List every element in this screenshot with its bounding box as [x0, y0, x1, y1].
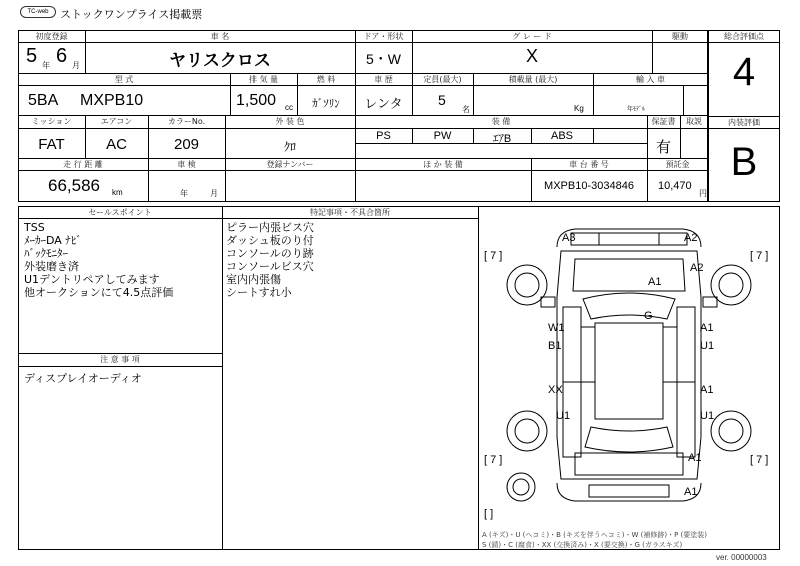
door-shape: 5・W: [366, 51, 401, 67]
price: 10,470: [658, 180, 692, 192]
car-name: ヤリスクロス: [169, 51, 271, 71]
aircon-label: エアコン: [100, 117, 133, 126]
other-equip-label: ほ か 装 備: [423, 160, 463, 169]
first-reg-label: 初度登録: [35, 32, 68, 41]
color-no-label: カラーNo.: [167, 117, 206, 126]
version-label: ver. 00000003: [716, 553, 767, 562]
diagram-legend-line1: A (キズ)・U (ヘコミ)・B (キズを伴うヘコミ)・W (補修跡)・P (要塗装): [482, 531, 708, 539]
warranty: 有: [655, 139, 671, 156]
exterior-color-label: 外 装 色: [275, 117, 305, 126]
bracket-front-right: [ 7 ]: [750, 250, 769, 262]
bracket-spare: [ ]: [484, 508, 494, 520]
door-shape-label: ドア・形状: [363, 32, 404, 41]
list-item: コンソールのり跡: [226, 247, 314, 260]
price-unit: 円: [699, 189, 707, 198]
damage-a1-bottom: A1: [688, 452, 702, 464]
first-reg-month: 6: [56, 45, 68, 67]
equipment-pw: PW: [433, 130, 452, 142]
overall-score-label: 総合評価点: [724, 32, 764, 41]
inspection-month-unit: 月: [210, 189, 218, 198]
damage-b1: B1: [548, 340, 562, 352]
capacity: 5: [438, 92, 446, 108]
list-item: ﾊﾞｯｸﾓﾆﾀｰ: [24, 247, 68, 260]
displacement: 1,500: [236, 92, 277, 109]
damage-a1-rear: A1: [684, 486, 698, 498]
damage-xx: XX: [548, 384, 563, 396]
month-unit: 月: [72, 61, 80, 70]
fuel: ｶﾞｿﾘﾝ: [312, 98, 340, 110]
exterior-color: ｸﾛ: [283, 140, 296, 154]
list-item: TSS: [24, 221, 45, 234]
notes-heading: 特記事項・不具合箇所: [310, 208, 390, 217]
capacity-label: 定員(最大): [423, 75, 462, 84]
interior-score-label: 内装評価: [728, 118, 760, 127]
damage-a2-top: A2: [684, 232, 698, 244]
load-label: 積載量 (最大): [508, 75, 558, 84]
list-item: 他オークションにて4.5点評価: [24, 286, 174, 299]
chassis-no: MXPB10-3034846: [544, 180, 634, 192]
damage-a1-hood: A1: [648, 276, 662, 288]
document-title: ストックワンプライス掲載票: [60, 8, 203, 21]
mission: FAT: [38, 136, 65, 153]
fuel-label: 燃 料: [316, 75, 336, 84]
color-no: 209: [173, 136, 200, 153]
list-item: シートすれ小: [226, 286, 292, 299]
import-note: 年ﾓﾃﾞﾙ: [627, 107, 646, 113]
grade-label: グ レ ー ド: [512, 32, 552, 41]
capacity-unit: 名: [462, 105, 470, 114]
mileage: 66,586: [48, 176, 100, 195]
mileage-unit: km: [112, 188, 123, 197]
list-item: ディスプレイオーディオ: [24, 372, 142, 385]
model-prefix: 5BA: [28, 92, 59, 109]
damage-u1-right: U1: [700, 410, 715, 422]
bracket-rear-right: [ 7 ]: [750, 454, 769, 466]
bracket-rear-left: [ 7 ]: [484, 454, 503, 466]
sales-points-list: [24, 221, 173, 299]
list-item: U1デントリペアしてみます: [24, 273, 160, 286]
warranty-label: 保証書: [651, 117, 676, 126]
bracket-front-left: [ 7 ]: [484, 250, 503, 262]
equipment-ps: PS: [376, 130, 391, 142]
plate-label: 登録ナンバー: [266, 160, 314, 169]
damage-a2-right: A2: [690, 262, 704, 274]
mission-label: ミッション: [31, 117, 72, 126]
cautions-heading: 注 意 事 項: [100, 355, 140, 364]
damage-u1-rf: U1: [700, 340, 715, 352]
logo: TC-web: [20, 6, 56, 18]
inspection-label: 車 検: [177, 160, 196, 169]
car-name-label: 車 名: [210, 32, 230, 41]
damage-a1-rf: A1: [700, 322, 714, 334]
first-reg-year: 5: [26, 45, 38, 67]
list-item: ﾒｰｶｰDA ﾅﾋﾞ: [24, 234, 82, 247]
damage-u1-left: U1: [556, 410, 571, 422]
list-item: 外装磨き済: [24, 260, 79, 273]
history-label: 車 歴: [374, 75, 393, 84]
damage-a1-rr: A1: [700, 384, 714, 396]
sales-points-heading: セールスポイント: [88, 208, 152, 217]
chassis-label: 車 台 番 号: [569, 160, 609, 169]
mileage-label: 走 行 距 離: [63, 160, 103, 169]
aircon: AC: [106, 136, 127, 153]
damage-g: G: [644, 310, 653, 322]
damage-a3: A3: [562, 232, 576, 244]
history: レンタ: [364, 96, 403, 111]
notes-list: [226, 221, 314, 299]
inspection-year-unit: 年: [180, 189, 188, 198]
model: MXPB10: [80, 92, 144, 109]
list-item: 室内内張傷: [226, 273, 281, 286]
overall-score: 4: [732, 50, 756, 94]
list-item: ピラー内張ビス穴: [226, 221, 314, 234]
import-label: 輸 入 車: [635, 75, 666, 84]
equipment-label: 装 備: [491, 117, 511, 126]
cautions-list: [24, 372, 142, 385]
list-item: ダッシュ板のり付: [226, 234, 314, 247]
equipment-abs: ABS: [550, 130, 573, 142]
displacement-label: 排 気 量: [248, 75, 279, 84]
diagram-legend-line2: S (錆)・C (腐食)・XX (交換済み)・X (要交換)・G (ガラスキズ): [482, 541, 683, 549]
price-label: 預託金: [665, 160, 690, 169]
interior-score: B: [730, 140, 758, 184]
car-diagram: [479, 207, 779, 527]
displacement-unit: cc: [285, 103, 293, 112]
list-item: コンソールビス穴: [226, 260, 314, 273]
model-label: 型 式: [114, 75, 134, 84]
manual-label: 取説: [686, 117, 702, 126]
grade: X: [525, 46, 538, 66]
equipment-airbag: ｴｱB: [492, 133, 512, 145]
load-unit: Kg: [574, 104, 584, 113]
year-unit: 年: [42, 61, 50, 70]
damage-w1: W1: [548, 322, 565, 334]
drive-label: 駆動: [672, 32, 688, 41]
